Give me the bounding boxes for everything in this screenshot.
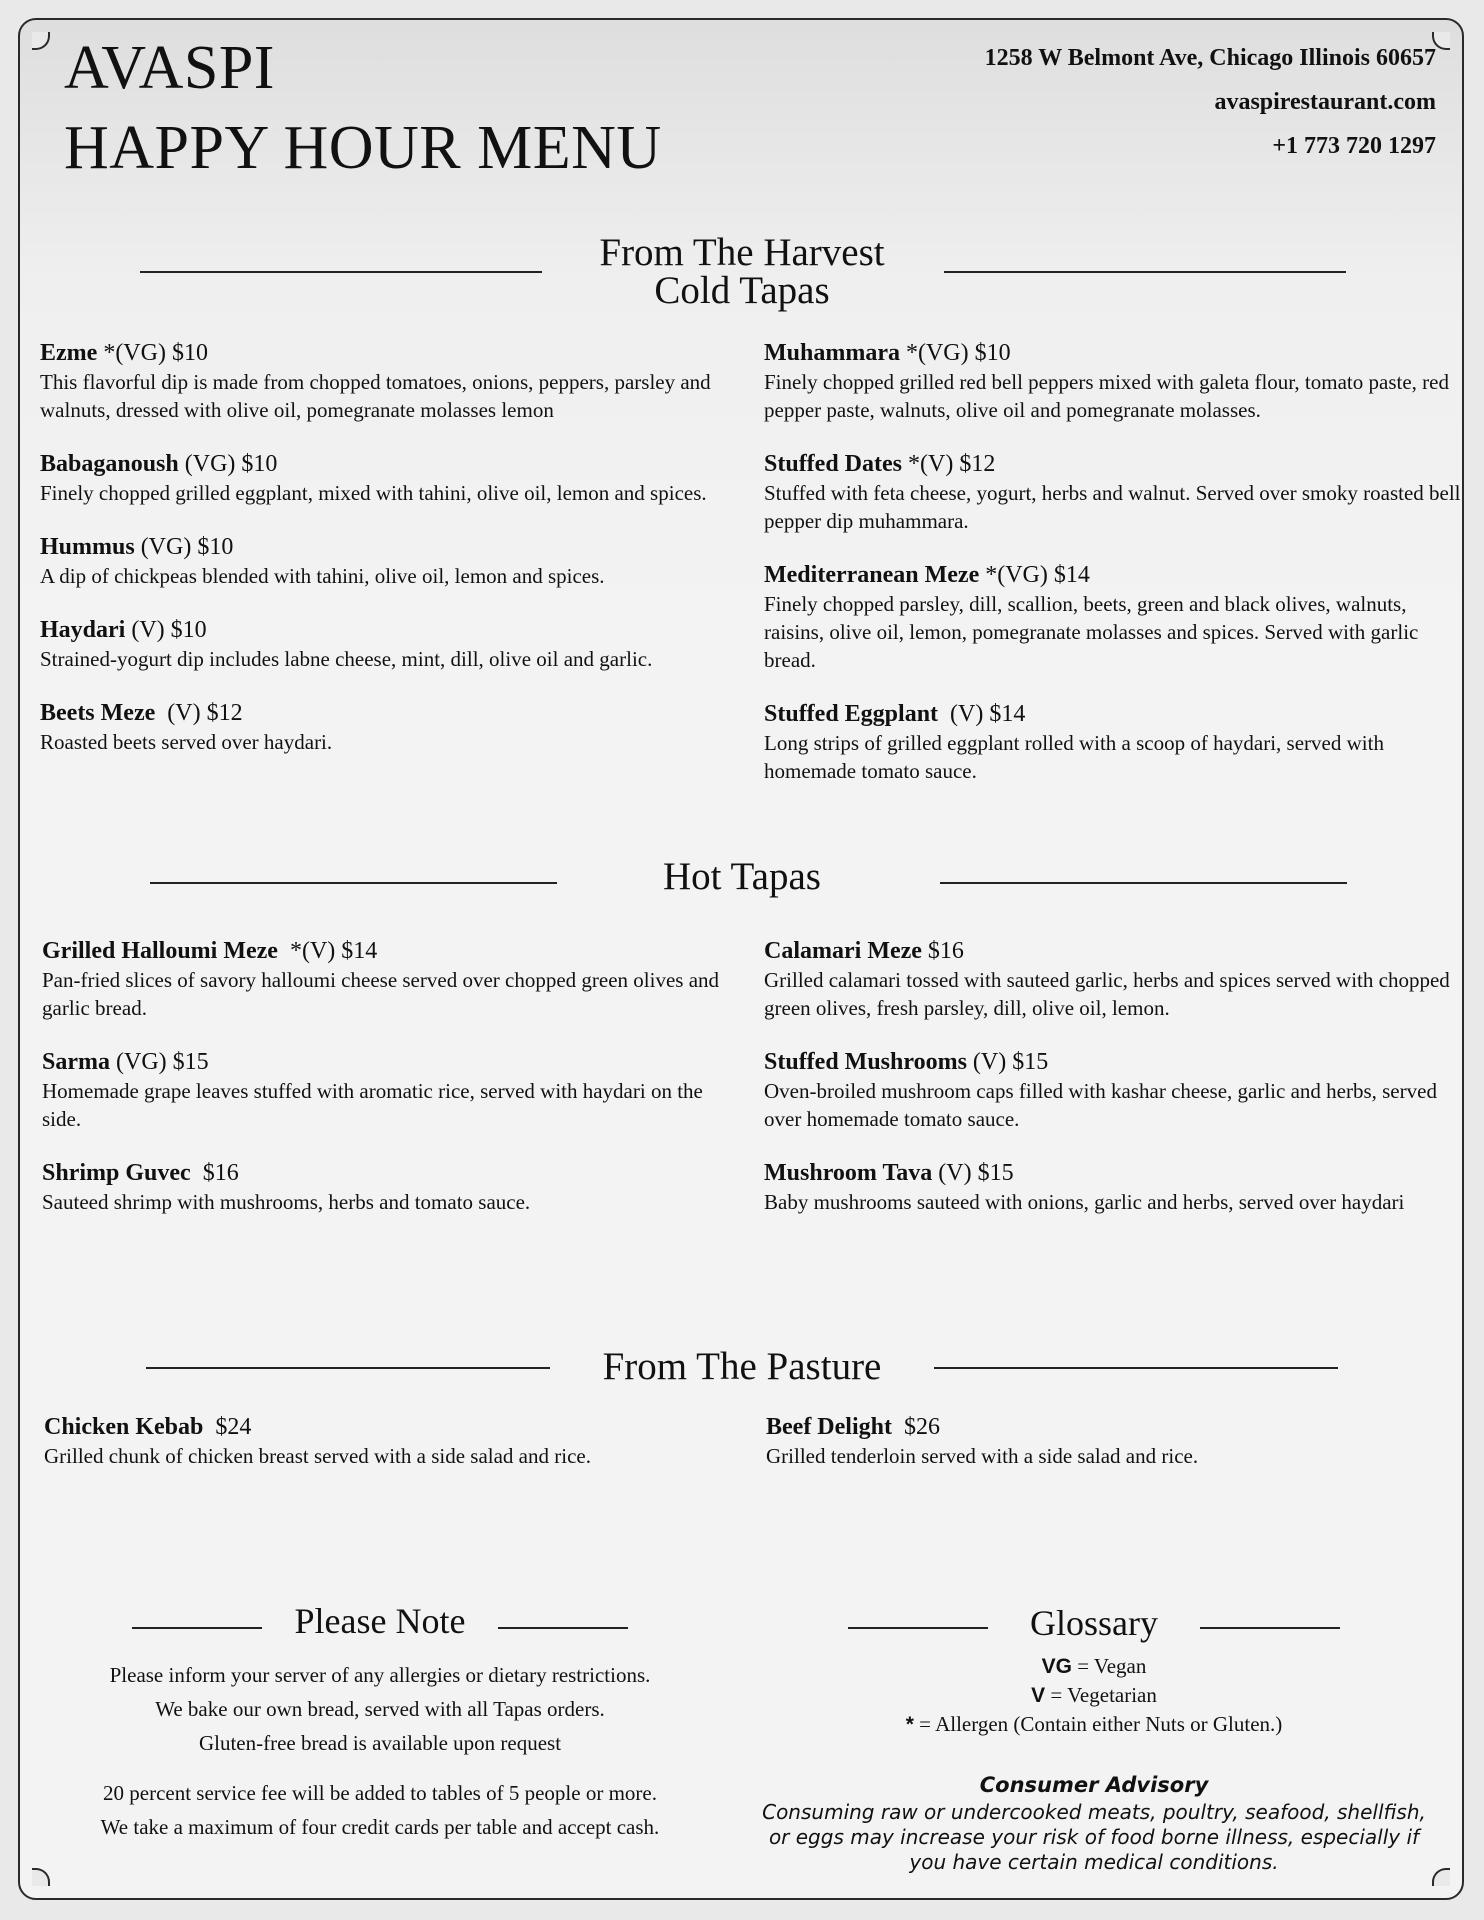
hot-tapas-right bbox=[764, 936, 1464, 1241]
menu-item-price-tags: (V) $15 bbox=[932, 1160, 1014, 1186]
menu-item-title bbox=[764, 560, 1464, 590]
menu-item-title bbox=[40, 698, 740, 728]
note-line: 20 percent service fee will be added to tables of 5 people or more. bbox=[103, 1781, 657, 1805]
menu-item-title bbox=[764, 449, 1464, 479]
cold-tapas-right bbox=[764, 338, 1464, 810]
menu-item-title bbox=[40, 532, 740, 562]
menu-item-name: Stuffed Mushrooms bbox=[764, 1049, 967, 1075]
section-title: Hot Tapas bbox=[663, 855, 821, 898]
menu-item bbox=[40, 532, 740, 590]
menu-item-title bbox=[764, 338, 1464, 368]
menu-item-description: Grilled calamari tossed with sauteed garlic, herbs and spices served with chopped green olives, fresh parsley, dill, olive oil, lemon. bbox=[764, 968, 1450, 1020]
glossary-text: = Vegetarian bbox=[1045, 1683, 1157, 1707]
frame-corner bbox=[32, 1868, 50, 1886]
menu-title-block bbox=[64, 28, 662, 188]
menu-item-title bbox=[40, 338, 740, 368]
menu-item-price-tags: (V) $14 bbox=[938, 701, 1026, 727]
menu-item-description: Grilled chunk of chicken breast served with a side salad and rice. bbox=[44, 1444, 591, 1468]
menu-item-price-tags: *(V) $14 bbox=[277, 938, 378, 964]
menu-item-price-tags: *(VG) $10 bbox=[899, 340, 1011, 366]
menu-item-title bbox=[764, 699, 1464, 729]
section-title: From The Pasture bbox=[602, 1345, 882, 1388]
please-note-heading: Please Note bbox=[294, 1601, 466, 1641]
menu-item-name: Shrimp Guvec bbox=[42, 1160, 191, 1186]
menu-item-price-tags: (V) $15 bbox=[966, 1049, 1049, 1075]
website: avaspirestaurant.com bbox=[1214, 89, 1436, 115]
section-heading-hot bbox=[0, 855, 1484, 898]
menu-item-title bbox=[42, 1047, 742, 1077]
menu-item-description: Strained-yogurt dip includes labne cheese, mint, dill, olive oil and garlic. bbox=[40, 647, 653, 671]
menu-item-description: Finely chopped parsley, dill, scallion, beets, green and black olives, walnuts, raisins, olive oil, lemon, pomegranate molasses and spices. Served with garlic bread. bbox=[764, 592, 1419, 672]
consumer-advisory bbox=[752, 1770, 1436, 1875]
menu-item-title bbox=[40, 615, 740, 645]
menu-item bbox=[764, 338, 1464, 424]
menu-item-title bbox=[764, 1158, 1464, 1188]
pasture-right bbox=[766, 1412, 1466, 1495]
hot-tapas-left bbox=[42, 936, 742, 1241]
menu-item-name: Ezme bbox=[40, 340, 98, 366]
menu-item-title bbox=[42, 1158, 742, 1188]
section-subtitle: Cold Tapas bbox=[654, 269, 830, 312]
note-line: We bake our own bread, served with all Tapas orders. bbox=[155, 1697, 605, 1721]
menu-item-price-tags: (V) $12 bbox=[155, 700, 243, 726]
menu-item-name: Grilled Halloumi Meze bbox=[42, 938, 278, 964]
menu-item-name: Chicken Kebab bbox=[44, 1414, 204, 1440]
menu-item bbox=[44, 1412, 744, 1470]
menu-item bbox=[42, 936, 742, 1022]
menu-item-name: Hummus bbox=[40, 534, 135, 560]
menu-item bbox=[764, 1158, 1464, 1216]
menu-item-price-tags: (V) $10 bbox=[125, 617, 207, 643]
menu-item-name: Calamari Meze bbox=[764, 938, 922, 964]
menu-item-description: This flavorful dip is made from chopped tomatoes, onions, peppers, parsley and walnuts, dressed with olive oil, pomegranate molasses lemon bbox=[40, 370, 711, 422]
menu-item-description: Pan-fried slices of savory halloumi cheese served over chopped green olives and garlic bread. bbox=[42, 968, 720, 1020]
frame-corner bbox=[32, 32, 50, 50]
menu-item bbox=[766, 1412, 1466, 1470]
menu-item bbox=[764, 1047, 1464, 1133]
menu-item bbox=[40, 338, 740, 424]
menu-item-price-tags: (VG) $10 bbox=[178, 451, 278, 477]
divider-rule bbox=[498, 1627, 628, 1629]
menu-item-name: Beef Delight bbox=[766, 1414, 892, 1440]
pasture-left bbox=[44, 1412, 744, 1495]
menu-item-title bbox=[40, 449, 740, 479]
menu-item-name: Stuffed Eggplant bbox=[764, 701, 939, 727]
menu-item-description: Roasted beets served over haydari. bbox=[40, 730, 333, 754]
advisory-text: Consuming raw or undercooked meats, poultry, seafood, shellfish, or eggs may increase your risk of food borne illness, especially if you have certain medical conditions. bbox=[762, 1800, 1426, 1874]
section-title: From The Harvest bbox=[599, 231, 885, 274]
menu-item bbox=[764, 560, 1464, 674]
restaurant-name: AVASPI bbox=[64, 34, 275, 102]
glossary-key: V bbox=[1031, 1684, 1046, 1707]
menu-item-price-tags: (VG) $15 bbox=[110, 1049, 209, 1075]
section-heading-pasture bbox=[0, 1345, 1484, 1388]
menu-item bbox=[40, 449, 740, 507]
note-line: Gluten-free bread is available upon request bbox=[198, 1731, 562, 1755]
menu-item-title bbox=[42, 936, 742, 966]
menu-item-description: Oven-broiled mushroom caps filled with kashar cheese, garlic and herbs, served over homemade tomato sauce. bbox=[764, 1079, 1437, 1131]
menu-item-description: Sauteed shrimp with mushrooms, herbs and tomato sauce. bbox=[42, 1190, 531, 1214]
menu-item-title bbox=[766, 1412, 1466, 1442]
menu-item-description: Long strips of grilled eggplant rolled with a scoop of haydari, served with homemade tomato sauce. bbox=[764, 731, 1384, 783]
glossary-vegetarian bbox=[744, 1681, 1444, 1710]
menu-item-name: Haydari bbox=[40, 617, 126, 643]
menu-item-description: Homemade grape leaves stuffed with aromatic rice, served with haydari on the side. bbox=[42, 1079, 703, 1131]
menu-item bbox=[42, 1158, 742, 1216]
section-heading-cold bbox=[0, 231, 1484, 312]
menu-item bbox=[40, 698, 740, 756]
menu-item bbox=[764, 449, 1464, 535]
phone: +1 773 720 1297 bbox=[1272, 133, 1436, 159]
menu-item-description: Grilled tenderloin served with a side salad and rice. bbox=[766, 1444, 1199, 1468]
divider-rule bbox=[132, 1627, 262, 1629]
menu-item-title bbox=[764, 1047, 1464, 1077]
menu-item-price-tags: (VG) $10 bbox=[134, 534, 234, 560]
menu-item-description: Finely chopped grilled red bell peppers mixed with galeta flour, tomato paste, red pepper paste, walnuts, olive oil and pomegranate molasses. bbox=[764, 370, 1449, 422]
divider-rule bbox=[848, 1627, 988, 1629]
advisory-title: Consumer Advisory bbox=[979, 1773, 1209, 1797]
menu-item-price-tags: *(VG) $10 bbox=[97, 340, 208, 366]
note-line: Please inform your server of any allergies or dietary restrictions. bbox=[109, 1663, 651, 1687]
cold-tapas-left bbox=[40, 338, 740, 781]
note-line: We take a maximum of four credit cards per table and accept cash. bbox=[100, 1815, 660, 1839]
glossary-block bbox=[744, 1652, 1444, 1739]
menu-title: HAPPY HOUR MENU bbox=[64, 114, 662, 182]
glossary-vegan bbox=[744, 1652, 1444, 1681]
menu-item bbox=[42, 1047, 742, 1133]
menu-item-description: Finely chopped grilled eggplant, mixed with tahini, olive oil, lemon and spices. bbox=[40, 481, 707, 505]
menu-item-name: Babaganoush bbox=[40, 451, 179, 477]
glossary-key: * bbox=[905, 1713, 914, 1736]
menu-item-name: Sarma bbox=[42, 1049, 110, 1075]
address: 1258 W Belmont Ave, Chicago Illinois 60657 bbox=[984, 45, 1436, 71]
glossary-heading: Glossary bbox=[1030, 1603, 1158, 1643]
glossary-text: = Allergen (Contain either Nuts or Gluten.) bbox=[913, 1712, 1283, 1736]
menu-item-price-tags: $16 bbox=[190, 1160, 239, 1186]
menu-item-description: Stuffed with feta cheese, yogurt, herbs and walnut. Served over smoky roasted bell pepper dip muhammara. bbox=[764, 481, 1461, 533]
menu-item-title bbox=[44, 1412, 744, 1442]
glossary-text: = Vegan bbox=[1071, 1654, 1147, 1678]
menu-item bbox=[764, 936, 1464, 1022]
menu-item-name: Mediterranean Meze bbox=[764, 562, 980, 588]
divider-rule bbox=[1200, 1627, 1340, 1629]
menu-item bbox=[40, 615, 740, 673]
menu-item-description: A dip of chickpeas blended with tahini, olive oil, lemon and spices. bbox=[40, 564, 605, 588]
glossary-key: VG bbox=[1041, 1655, 1072, 1678]
menu-item-price-tags: $26 bbox=[891, 1414, 940, 1440]
please-note-block bbox=[30, 1658, 730, 1844]
menu-item-name: Beets Meze bbox=[40, 700, 156, 726]
menu-item-name: Stuffed Dates bbox=[764, 451, 902, 477]
menu-item-title bbox=[764, 936, 1464, 966]
menu-item-name: Muhammara bbox=[764, 340, 900, 366]
glossary-allergen bbox=[744, 1710, 1444, 1739]
contact-info bbox=[985, 36, 1436, 168]
menu-item-price-tags: $24 bbox=[203, 1414, 252, 1440]
menu-item-price-tags: *(V) $12 bbox=[902, 451, 996, 477]
menu-item-description: Baby mushrooms sauteed with onions, garlic and herbs, served over haydari bbox=[764, 1190, 1405, 1214]
menu-item-name: Mushroom Tava bbox=[764, 1160, 933, 1186]
menu-item bbox=[764, 699, 1464, 785]
menu-item-price-tags: $16 bbox=[921, 938, 964, 964]
menu-item-price-tags: *(VG) $14 bbox=[979, 562, 1090, 588]
